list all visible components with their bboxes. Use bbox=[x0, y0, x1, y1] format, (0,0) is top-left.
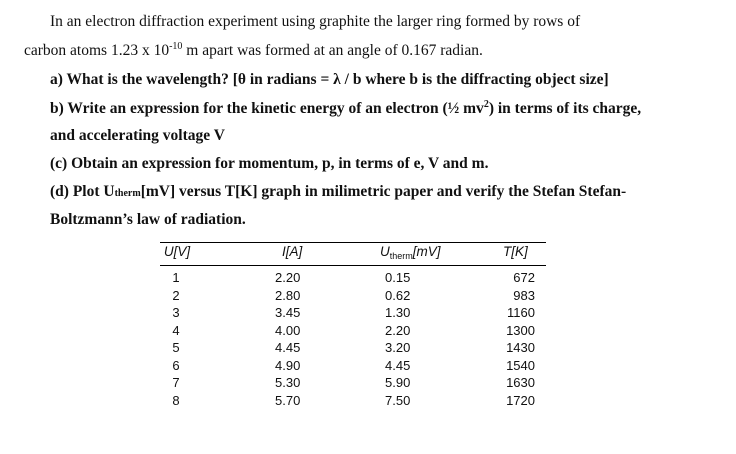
cell-utherm: 2.20 bbox=[385, 322, 411, 338]
cell-u: 5 bbox=[172, 340, 180, 355]
question-b: b) Write an expression for the kinetic energy of an electron (½ $mv^2$) in terms of its charge, bbox=[50, 98, 642, 117]
cell-t: 1160 bbox=[507, 305, 535, 320]
column-i bbox=[275, 269, 315, 409]
cell-u: 8 bbox=[172, 392, 180, 408]
question-d: (d) Plot Utherm[mV] versus T[K] graph in milimetric paper and verify the Stefan Stefan- bbox=[50, 183, 627, 200]
cell-u: 3 bbox=[172, 305, 180, 320]
cell-t: 672 bbox=[513, 270, 535, 285]
header-t: T[K] bbox=[503, 244, 528, 259]
cell-utherm: 0.62 bbox=[385, 287, 411, 303]
header-i: I[A] bbox=[282, 244, 303, 259]
cell-i: 2.20 bbox=[275, 270, 301, 285]
question-a: a) What is the wavelength? [θ in radians = λ / b where b is the diffracting object size] bbox=[50, 71, 609, 88]
cell-t: 983 bbox=[513, 287, 535, 303]
cell-u: 1 bbox=[172, 270, 180, 285]
cell-i: 5.70 bbox=[275, 392, 301, 408]
cell-utherm: 1.30 bbox=[385, 305, 411, 320]
intro-line-1: In an electron diffraction experiment using graphite the larger ring formed by rows of bbox=[50, 13, 581, 30]
cell-u: 7 bbox=[172, 375, 180, 390]
cell-t: 1720 bbox=[506, 392, 535, 408]
cell-t: 1540 bbox=[506, 357, 535, 373]
cell-utherm: 3.20 bbox=[385, 340, 411, 355]
question-c: (c) Obtain an expression for momentum, p, in terms of e, V and m. bbox=[50, 155, 489, 172]
column-u bbox=[160, 269, 192, 409]
cell-u: 2 bbox=[172, 287, 180, 303]
cell-i: 4.45 bbox=[275, 340, 301, 355]
table-top-rule bbox=[160, 242, 546, 243]
column-utherm bbox=[385, 269, 445, 409]
cell-i: 5.30 bbox=[275, 375, 301, 390]
cell-utherm: 0.15 bbox=[385, 270, 411, 285]
cell-u: 6 bbox=[172, 357, 180, 373]
cell-u: 4 bbox=[172, 322, 180, 338]
cell-t: 1630 bbox=[506, 375, 535, 390]
intro-line-2: carbon atoms 1.23 x $10^{-10}$ m apart was formed at an angle of 0.167 radian. bbox=[24, 40, 483, 59]
measurement-table bbox=[160, 242, 546, 422]
cell-t: 1300 bbox=[506, 322, 535, 338]
cell-i: 2.80 bbox=[275, 287, 301, 303]
question-b-continued: and accelerating voltage V bbox=[50, 127, 225, 144]
header-utherm: $U_{therm}[mV]$ bbox=[380, 244, 441, 261]
cell-i: 4.90 bbox=[275, 357, 301, 373]
question-d-continued: Boltzmann’s law of radiation. bbox=[50, 211, 246, 228]
cell-i: 4.00 bbox=[275, 322, 301, 338]
cell-utherm: 5.90 bbox=[385, 375, 411, 390]
cell-utherm: 7.50 bbox=[385, 392, 411, 408]
cell-utherm: 4.45 bbox=[385, 357, 411, 373]
cell-t: 1430 bbox=[506, 340, 535, 355]
table-header-rule bbox=[160, 265, 546, 266]
column-t bbox=[495, 269, 535, 409]
header-u: U[V] bbox=[163, 244, 191, 259]
cell-i: 3.45 bbox=[275, 305, 301, 320]
